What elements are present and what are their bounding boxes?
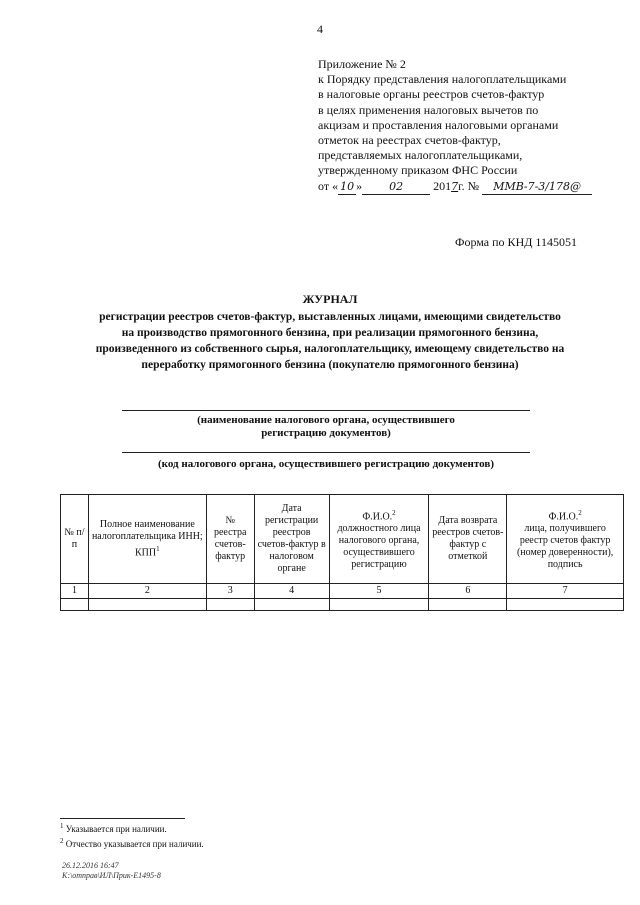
appendix-line: в налоговые органы реестров счетов-фактур [318, 87, 545, 102]
appendix-line: представляемых налогоплательщиками, [318, 148, 523, 163]
header-taxpayer-name: Полное наименование налогоплательщика ИНН; КПП$^1$ [88, 495, 206, 584]
order-day: 10 [338, 179, 356, 195]
order-year-digit: 7 [451, 179, 459, 193]
footnote: $^1$ Указывается при наличии. [60, 822, 167, 834]
caption-line: регистрацию документов) [261, 427, 391, 439]
appendix-line: в целях применения налоговых вычетов по [318, 102, 539, 117]
order-mid: » [356, 178, 363, 193]
appendix-block [318, 57, 618, 195]
order-prefix: от « [318, 178, 339, 193]
journal-table [60, 494, 624, 611]
table-row [61, 584, 624, 599]
stamp-line: К:\отправ\ИЛ\Прик-Е1495-8 [62, 871, 161, 880]
table-cell [329, 599, 429, 611]
appendix-line: к Порядку представления налогоплательщиками [318, 72, 567, 87]
table-cell [507, 599, 624, 611]
appendix-line: отметок на реестрах счетов-фактур, [318, 133, 501, 148]
order-line [318, 179, 618, 195]
file-stamp [62, 861, 161, 881]
subtitle-line: произведенного из собственного сырья, налогоплательщику, имеющему свидетельство на [95, 343, 565, 355]
table-cell [429, 599, 507, 611]
appendix-line: Приложение № 2 [318, 57, 406, 71]
journal-subtitle [40, 309, 620, 373]
table-cell [206, 599, 254, 611]
journal-title: ЖУРНАЛ [302, 292, 358, 306]
table-cell [61, 599, 89, 611]
table-cell [254, 599, 329, 611]
tax-code-line [122, 452, 530, 453]
header-row-number: № п/п [61, 495, 89, 584]
form-code: Форма по КНД 1145051 [455, 235, 577, 249]
header-register-number: № реестра счетов-фактур [206, 495, 254, 584]
header-return-date: Дата возврата реестров счетов-фактур с отметкой [429, 495, 507, 584]
order-month: 02 [362, 179, 430, 195]
stamp-line: 26.12.2016 16:47 [62, 861, 119, 870]
tax-authority-line [122, 410, 530, 411]
header-recipient-name: Ф.И.О.$^2$ лица, получившего реестр счетов фактур (номер доверенности), подпись [507, 495, 624, 584]
subtitle-line: переработку прямогонного бензина (покупателю прямогонного бензина) [141, 359, 519, 371]
table-cell [88, 599, 206, 611]
footnote-divider [60, 818, 185, 819]
caption-line: (наименование налогового органа, осуществившего [197, 414, 455, 426]
tax-code-caption: (код налогового органа, осуществившего регистрацию документов) [158, 458, 494, 470]
footnotes [60, 820, 204, 850]
column-number: 1 [61, 584, 89, 599]
header-official-name: Ф.И.О.$^2$ должностного лица налогового органа, осуществившего регистрацию [329, 495, 429, 584]
order-year-suffix: г. № [458, 178, 480, 193]
header-registration-date: Дата регистрации реестров счетов-фактур в налоговом органе [254, 495, 329, 584]
column-number: 3 [206, 584, 254, 599]
column-number: 7 [507, 584, 624, 599]
page-number: 4 [317, 22, 323, 36]
order-year-prefix: 201 [433, 178, 452, 193]
table-row [61, 599, 624, 611]
subtitle-line: регистрации реестров счетов-фактур, выставленных лицами, имеющими свидетельство [99, 311, 561, 323]
column-number: 4 [254, 584, 329, 599]
subtitle-line: на производство прямогонного бензина, при реализации прямогонного бензина, [121, 327, 539, 339]
column-number: 2 [88, 584, 206, 599]
appendix-line: акцизам и проставления налоговыми органами [318, 117, 559, 132]
tax-authority-caption [122, 414, 530, 440]
footnote: $^2$ Отчество указывается при наличии. [60, 837, 204, 849]
order-number: ММВ-7-3/178@ [482, 179, 592, 195]
column-number: 6 [429, 584, 507, 599]
appendix-line: утвержденному приказом ФНС России [318, 163, 518, 178]
column-number: 5 [329, 584, 429, 599]
